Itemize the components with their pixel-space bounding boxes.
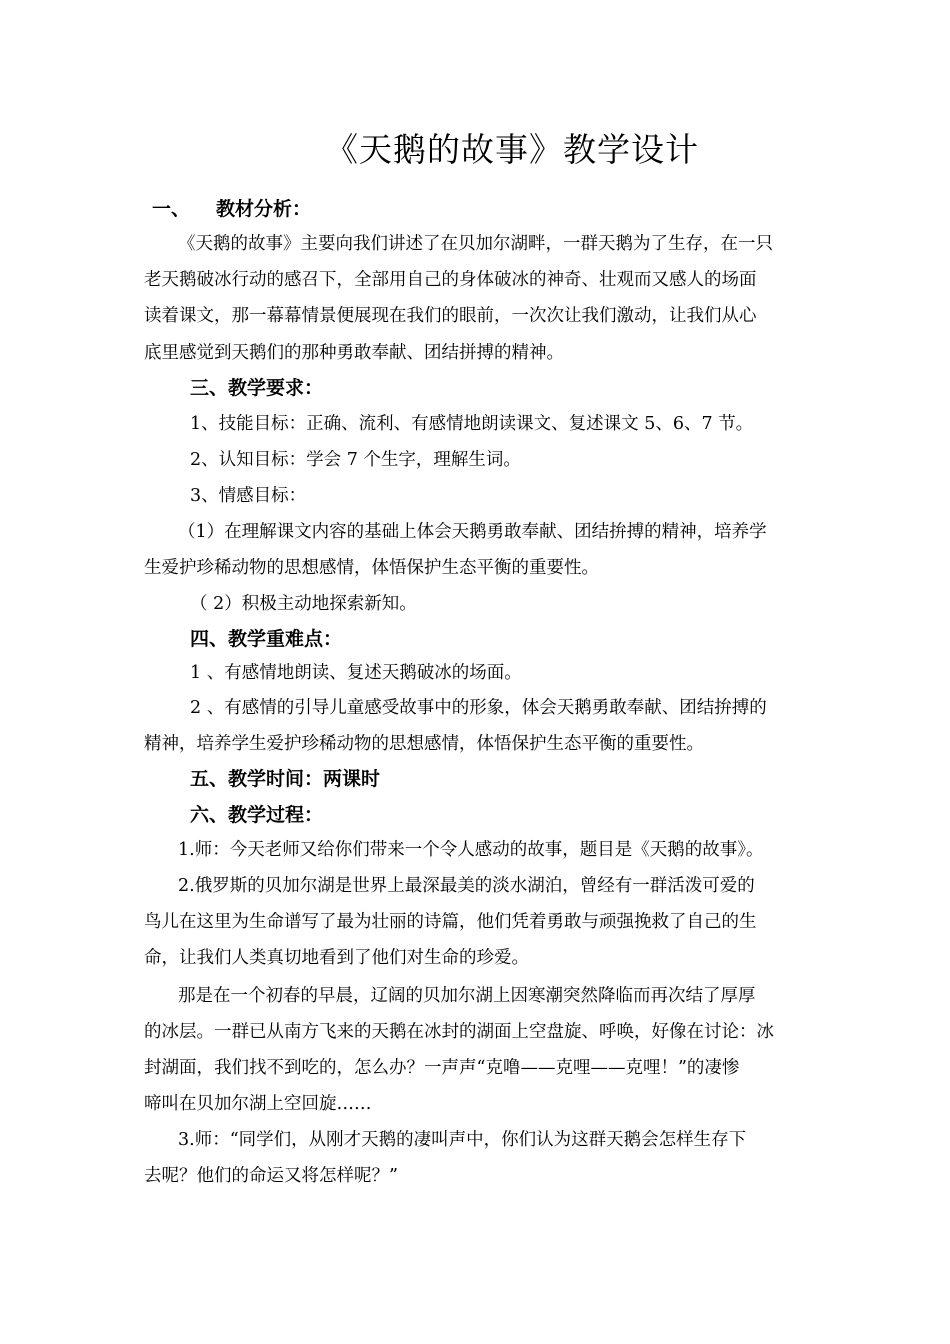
section-1-number: 一、 [152,198,191,220]
paragraph-line: 的冰层。一群已从南方飞来的天鹅在冰封的湖面上空盘旋、呼唤，好像在讨论：冰 [144,1022,774,1042]
paragraph-line: 精神，培养学生爱护珍稀动物的思想感情，体悟保护生态平衡的重要性。 [144,734,704,754]
list-item: 1 、有感情地朗读、复述天鹅破冰的场面。 [190,663,522,683]
paragraph-line: 那是在一个初春的早晨，辽阔的贝加尔湖上因寒潮突然降临而再次结了厚厚 [178,986,756,1006]
section-heading-1 [152,195,311,223]
list-item: 2、认知目标：学会 7 个生字，理解生词。 [190,450,521,470]
paragraph-line: 生爱护珍稀动物的思想感情，体悟保护生态平衡的重要性。 [144,558,599,578]
list-item: 1、技能目标：正确、流利、有感情地朗读课文、复述课文 5、6、7 节。 [190,414,754,434]
paragraph-line: 啼叫在贝加尔湖上空回旋…… [144,1094,372,1114]
paragraph-line: 去呢？他们的命运又将怎样呢？” [144,1166,398,1186]
list-item: 2 、有感情的引导儿童感受故事中的形象，体会天鹅勇敢奉献、团结拚搏的 [190,698,767,718]
paragraph-line: 2.俄罗斯的贝加尔湖是世界上最深最美的淡水湖泊，曾经有一群活泼可爱的 [178,876,755,896]
paragraph-line: 《天鹅的故事》主要向我们讲述了在贝加尔湖畔，一群天鹅为了生存，在一只 [178,234,773,254]
list-item: 3、情感目标： [190,486,307,506]
section-heading-6: 六、教学过程： [190,804,324,826]
section-1-label: 教材分析： [216,198,312,220]
paragraph-line: 读着课文，那一幕幕情景便展现在我们的眼前，一次次让我们激动，让我们从心 [144,306,757,326]
paragraph-line: 底里感觉到天鹅们的那种勇敢奉献、团结拼搏的精神。 [144,343,564,363]
paragraph-line: 命，让我们人类真切地看到了他们对生命的珍爱。 [144,948,529,968]
section-heading-4: 四、教学重难点： [190,628,343,650]
paragraph-line: 封湖面，我们找不到吃的，怎么办？一声声“克噜——克哩——克哩！”的凄惨 [144,1058,740,1078]
section-heading-5: 五、教学时间：两课时 [190,768,381,790]
paragraph-line: 3.师：“同学们，从刚才天鹅的凄叫声中，你们认为这群天鹅会怎样生存下 [178,1130,747,1150]
section-heading-3: 三、教学要求： [190,377,324,399]
paragraph-line: 老天鹅破冰行动的感召下，全部用自己的身体破冰的神奇、壮观而又感人的场面 [144,270,757,290]
document-title: 《天鹅的故事》教学设计 [325,130,699,169]
list-item: （ 2）积极主动地探索新知。 [190,594,417,614]
paragraph-line: （1）在理解课文内容的基础上体会天鹅勇敢奉献、团结拚搏的精神，培养学 [178,522,767,542]
paragraph-line: 1.师：今天老师又给你们带来一个令人感动的故事，题目是《天鹅的故事》。 [178,840,764,860]
paragraph-line: 鸟儿在这里为生命谱写了最为壮丽的诗篇，他们凭着勇敢与顽强挽救了自己的生 [144,912,757,932]
